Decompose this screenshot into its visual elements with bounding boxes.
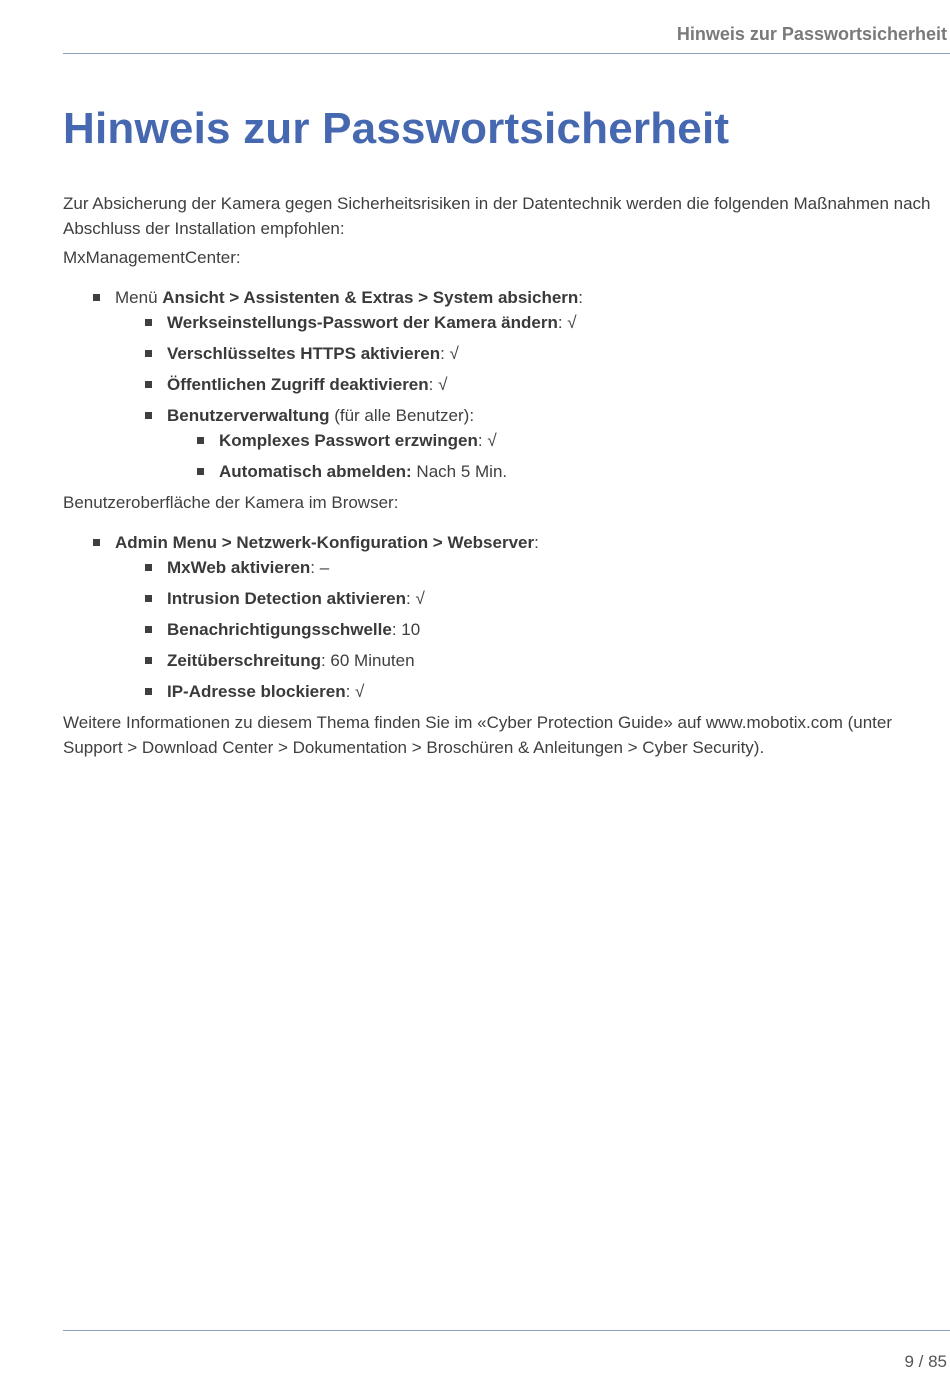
intro-paragraph: Zur Absicherung der Kamera gegen Sicherheitsrisiken in der Datentechnik werden die folgenden Maßnahmen nach Abschluss der Installation empfohlen: <box>63 194 931 238</box>
bullet-icon <box>197 437 204 444</box>
outro-paragraph: Weitere Informationen zu diesem Thema finden Sie im «Cyber Protection Guide» auf www.mobotix.com (unter Support > Download Center > Dokumentation > Broschüren & Anleitungen > Cyber Security). <box>63 713 892 757</box>
item-value: (für alle Benutzer): <box>329 406 475 425</box>
bullet-icon <box>145 564 152 571</box>
menu-suffix: : <box>534 533 539 552</box>
item-label: Öffentlichen Zugriff deaktivieren <box>167 375 429 394</box>
list-item <box>115 285 947 484</box>
bullet-icon <box>145 319 152 326</box>
list-item <box>167 648 947 673</box>
section2-sublist <box>115 555 947 704</box>
document-body <box>63 191 947 764</box>
bullet-icon <box>145 350 152 357</box>
list-item <box>167 617 947 642</box>
section1-list <box>63 285 947 484</box>
list-item <box>167 679 947 704</box>
item-label: Intrusion Detection aktivieren <box>167 589 406 608</box>
bullet-icon <box>145 412 152 419</box>
list-item <box>167 341 947 366</box>
user-management-sublist <box>167 428 947 484</box>
bullet-icon <box>145 657 152 664</box>
list-item <box>167 403 947 484</box>
section1-sublist <box>115 310 947 484</box>
footer-rule <box>63 1330 950 1331</box>
section2-list <box>63 530 947 704</box>
item-value: : 60 Minuten <box>320 651 415 670</box>
item-label: Automatisch abmelden: <box>219 462 412 481</box>
item-value: : √ <box>477 431 497 450</box>
header-rule <box>63 53 950 54</box>
item-label: Zeitüberschreitung <box>167 651 321 670</box>
section1-label: MxManagementCenter: <box>63 248 241 267</box>
bullet-icon <box>145 688 152 695</box>
list-item <box>115 530 947 704</box>
item-value: Nach 5 Min. <box>411 462 508 481</box>
item-value: : √ <box>557 313 577 332</box>
list-item <box>219 428 947 453</box>
item-value: : √ <box>428 375 448 394</box>
item-label: Komplexes Passwort erzwingen <box>219 431 478 450</box>
bullet-icon <box>93 294 100 301</box>
item-label: MxWeb aktivieren <box>167 558 311 577</box>
section2-label: Benutzeroberfläche der Kamera im Browser: <box>63 493 399 512</box>
item-label: Benutzerverwaltung <box>167 406 330 425</box>
item-value: : 10 <box>391 620 421 639</box>
bullet-icon <box>93 539 100 546</box>
bullet-icon <box>197 468 204 475</box>
list-item <box>167 310 947 335</box>
bullet-icon <box>145 381 152 388</box>
list-item <box>167 372 947 397</box>
page-title: Hinweis zur Passwortsicherheit <box>63 104 730 153</box>
running-header-title: Hinweis zur Passwortsicherheit <box>676 24 947 44</box>
item-value: : √ <box>440 344 459 363</box>
list-item <box>167 586 947 611</box>
list-item <box>219 459 947 484</box>
page-number: 9 / 85 <box>904 1352 947 1371</box>
menu-prefix: Menü <box>115 288 163 307</box>
list-item <box>167 555 947 580</box>
bullet-icon <box>145 595 152 602</box>
item-label: IP-Adresse blockieren <box>167 682 346 701</box>
item-label: Werkseinstellungs-Passwort der Kamera ändern <box>167 313 558 332</box>
item-label: Benachrichtigungsschwelle <box>167 620 392 639</box>
item-value: : √ <box>345 682 365 701</box>
item-value: : √ <box>406 589 425 608</box>
menu-path: Admin Menu > Netzwerk-Konfiguration > Webserver <box>115 533 535 552</box>
menu-suffix: : <box>578 288 584 307</box>
bullet-icon <box>145 626 152 633</box>
item-label: Verschlüsseltes HTTPS aktivieren <box>167 344 441 363</box>
item-value: : – <box>310 558 330 577</box>
menu-path: Ansicht > Assistenten & Extras > System absichern <box>162 288 579 307</box>
